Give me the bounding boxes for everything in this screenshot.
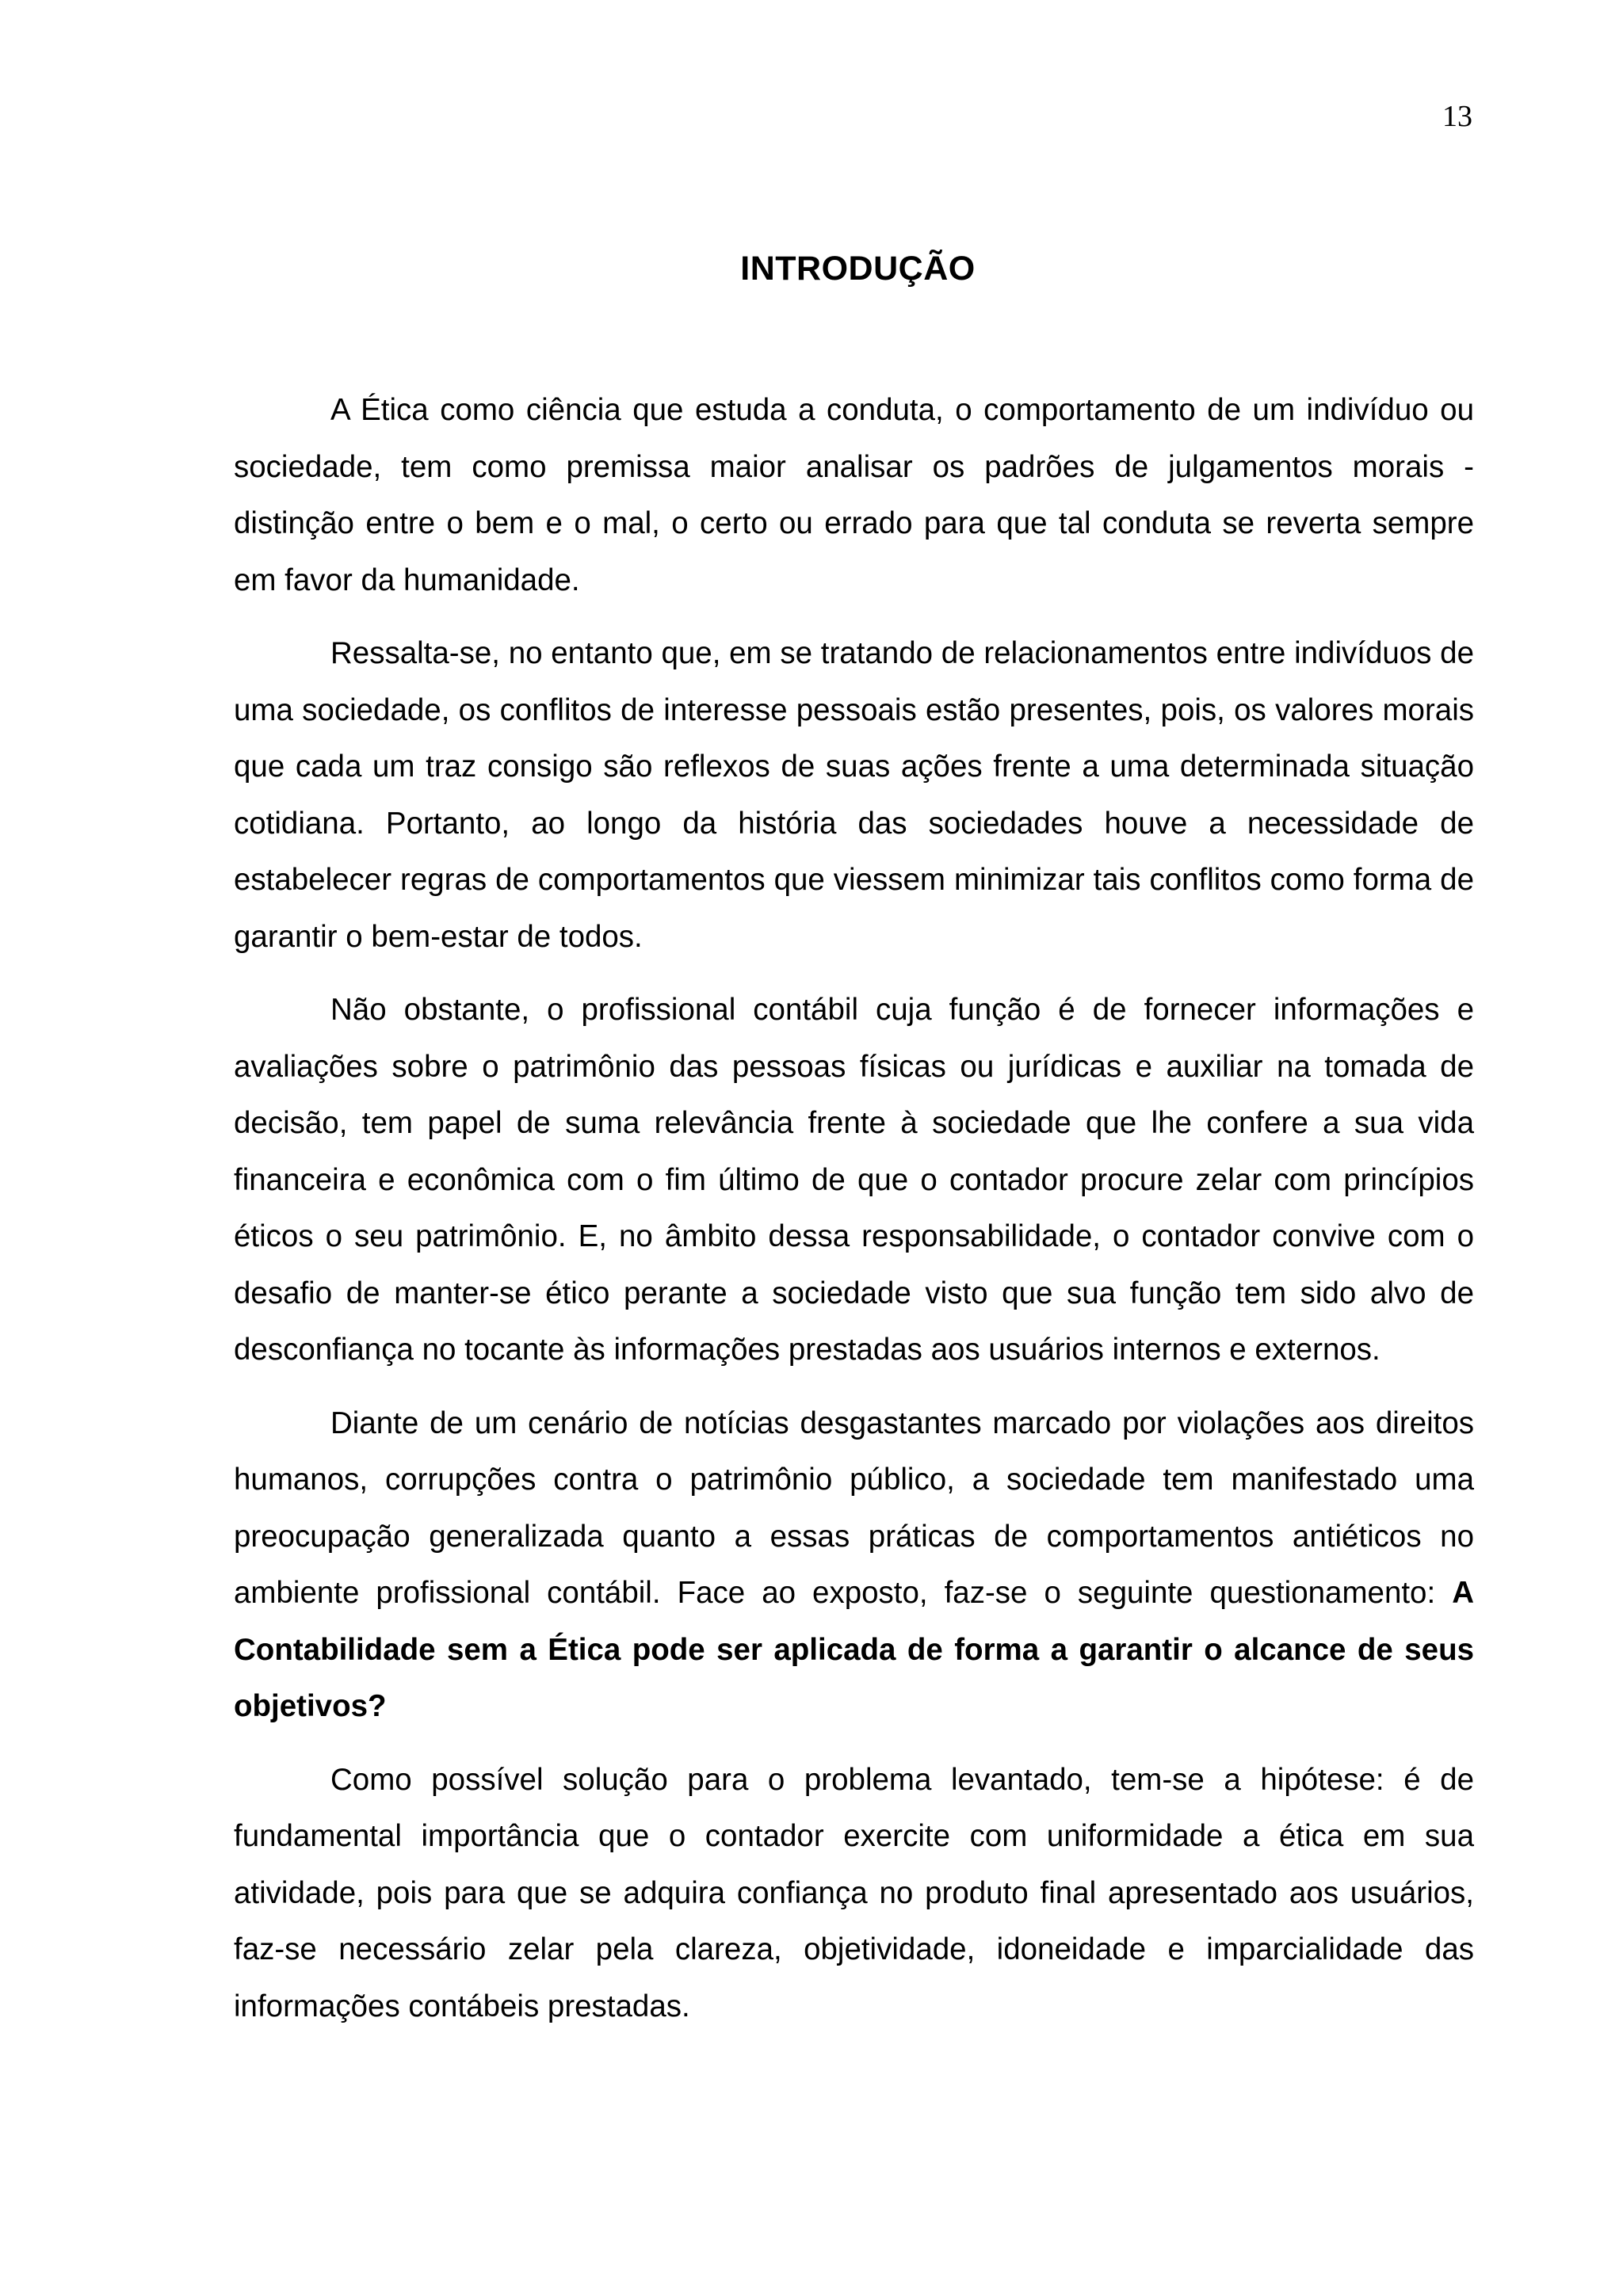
research-question: A Contabilidade sem a Ética pode ser aplicada de forma a garantir o alcance de seus objetivos? — [234, 1576, 1474, 1723]
paragraph-1: A Ética como ciência que estuda a conduta, o comportamento de um indivíduo ou sociedade, tem como premissa maior analisar os padrões de julgamentos morais - distinção entre o bem e o mal, o certo ou errado para que tal conduta se reverta sempre em favor da humanidade. — [234, 393, 1474, 597]
paragraph-4-text: Diante de um cenário de notícias desgastantes marcado por violações aos direitos humanos, corrupções contra o patrimônio público, a sociedade tem manifestado uma preocupação generalizada quanto a essas práticas de comportamentos antiéticos no ambiente profissional contábil. Face ao exposto, faz-se o seguinte questionamento: — [234, 1405, 1474, 1610]
paragraph-3: Não obstante, o profissional contábil cuja função é de fornecer informações e avaliações sobre o patrimônio das pessoas físicas ou jurídicas e auxiliar na tomada de decisão, tem papel de suma relevância frente à sociedade que lhe confere a sua vida financeira e econômica com o fim último de que o contador procure zelar com princípios éticos o seu patrimônio. E, no âmbito dessa responsabilidade, o contador convive com o desafio de manter-se ético perante a sociedade visto que sua função tem sido alvo de desconfiança no tocante às informações prestadas aos usuários internos e externos. — [234, 993, 1474, 1367]
paragraph-4 — [234, 1395, 1474, 1735]
paragraph-2: Ressalta-se, no entanto que, em se tratando de relacionamentos entre indivíduos de uma sociedade, os conflitos de interesse pessoais estão presentes, pois, os valores morais que cada um traz consigo são reflexos de suas ações frente a uma determinada situação cotidiana. Portanto, ao longo da história das sociedades houve a necessidade de estabelecer regras de comportamentos que viessem minimizar tais conflitos como forma de garantir o bem-estar de todos. — [234, 636, 1474, 954]
page-title: INTRODUÇÃO — [740, 250, 976, 288]
body-text — [234, 382, 1474, 2035]
page-number: 13 — [1442, 100, 1472, 133]
paragraph-5: Como possível solução para o problema levantado, tem-se a hipótese: é de fundamental importância que o contador exercite com uniformidade a ética em sua atividade, pois para que se adquira confiança no produto final apresentado aos usuários, faz-se necessário zelar pela clareza, objetividade, idoneidade e imparcialidade das informações contábeis prestadas. — [234, 1762, 1474, 2023]
